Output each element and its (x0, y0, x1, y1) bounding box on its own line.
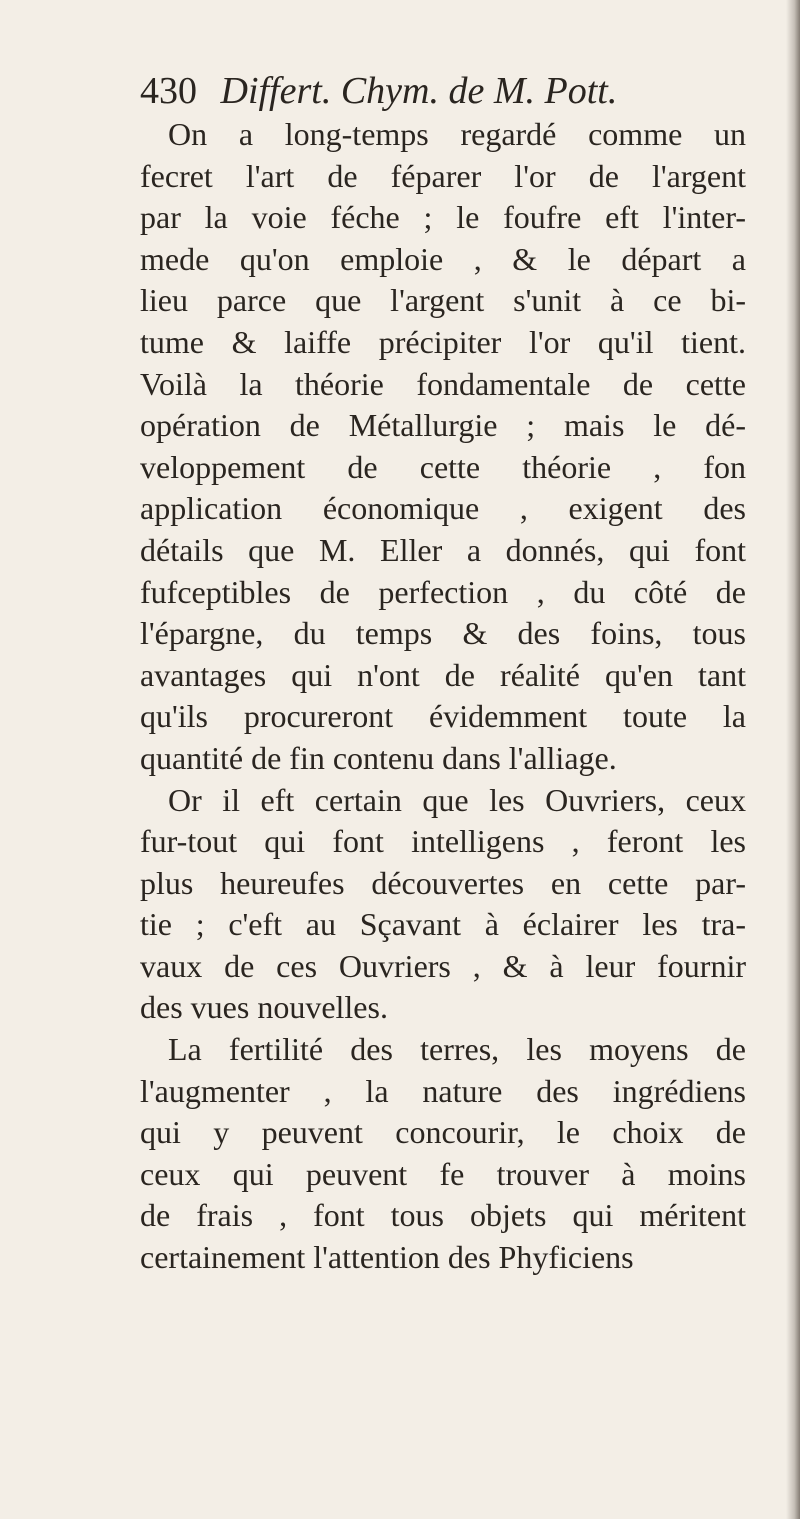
text-line: tume & laiffe précipiter l'or qu'il tient. (140, 323, 746, 360)
running-head (140, 68, 746, 114)
text-line: On a long-temps regardé comme un (168, 116, 746, 152)
text-line: fecret l'art de féparer l'or de l'argent (140, 157, 746, 194)
text-line: vaux de ces Ouvriers , & à leur fournir (140, 947, 746, 984)
text-line: application économique , exigent des (140, 490, 746, 527)
paragraph-1 (140, 114, 746, 780)
text-line: mede qu'on emploie , & le départ a (140, 240, 746, 277)
text-line: quantité de fin contenu dans l'alliage. (140, 739, 617, 776)
text-line: La fertilité des terres, les moyens de (168, 1031, 746, 1068)
text-line: ceux qui peuvent fe trouver à moins (140, 1155, 746, 1192)
text-line: Or il eft certain que les Ouvriers, ceux (168, 781, 746, 818)
text-line: des vues nouvelles. (140, 989, 388, 1026)
text-line: qu'ils procureront évidemment toute la (140, 698, 746, 735)
text-line: détails que M. Eller a donnés, qui font (140, 531, 746, 568)
text-line: tie ; c'eft au Sçavant à éclairer les tra- (140, 906, 746, 943)
running-title: Differt. Chym. de M. Pott. (220, 70, 618, 112)
text-line: plus heureufes découvertes en cette par- (140, 864, 746, 901)
text-line: fur-tout qui font intelligens , feront les (140, 823, 746, 860)
page-content (140, 68, 746, 1279)
paragraph-3 (140, 1029, 746, 1279)
text-line: opération de Métallurgie ; mais le dé- (140, 407, 746, 444)
text-line: l'augmenter , la nature des ingrédiens (140, 1072, 746, 1109)
text-line: veloppement de cette théorie , fon (140, 448, 746, 485)
text-line: Voilà la théorie fondamentale de cette (140, 365, 746, 402)
page-edge-shadow (786, 0, 800, 1519)
text-line: par la voie féche ; le foufre eft l'inter- (140, 199, 746, 236)
page-number: 430 (140, 70, 197, 112)
text-line: certainement l'attention des Phyficiens (140, 1239, 634, 1276)
paragraph-2 (140, 780, 746, 1030)
text-line: l'épargne, du temps & des foins, tous (140, 615, 746, 652)
text-line: de frais , font tous objets qui méritent (140, 1197, 746, 1234)
text-line: fufceptibles de perfection , du côté de (140, 573, 746, 610)
text-line: qui y peuvent concourir, le choix de (140, 1114, 746, 1151)
text-line: lieu parce que l'argent s'unit à ce bi- (140, 282, 746, 319)
text-line: avantages qui n'ont de réalité qu'en tant (140, 656, 746, 693)
